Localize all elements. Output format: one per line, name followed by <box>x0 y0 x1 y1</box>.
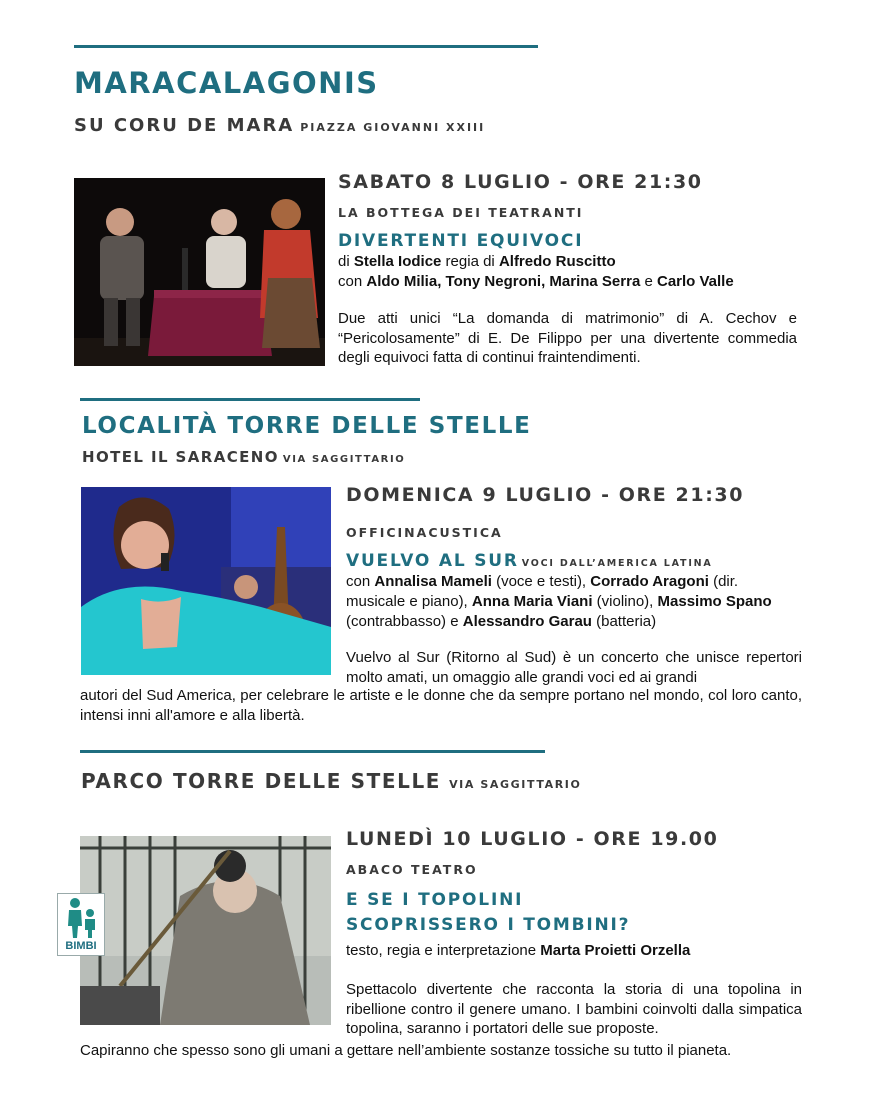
venue-line <box>82 447 405 466</box>
show-credits: testo, regia e interpretazione Marta Proietti Orzella <box>346 942 691 959</box>
theatre-photo-illustration <box>74 178 325 366</box>
venue-name: HOTEL IL SARACENO <box>82 448 279 466</box>
event-photo-theatre <box>74 178 325 366</box>
town-title: MARACALAGONIS <box>74 66 379 100</box>
show-title: DIVERTENTI EQUIVOCI <box>338 231 584 251</box>
location-title: LOCALITÀ TORRE DELLE STELLE <box>82 413 532 439</box>
show-title <box>346 551 713 571</box>
credits-line: di Stella Iodice regia di Alfredo Ruscitto <box>338 253 616 270</box>
show-description-continued: Capiranno che spesso sono gli umani a gettare nell’ambiente sostanze tossiche su tutto il pianeta. <box>80 1042 732 1059</box>
venue-line <box>74 115 485 136</box>
event-date: LUNEDÌ 10 LUGLIO - ORE 19.00 <box>346 828 719 850</box>
section-divider <box>74 45 538 48</box>
show-credits <box>338 252 808 292</box>
section-divider <box>80 750 545 753</box>
location-line <box>81 769 581 793</box>
event-photo-concert <box>81 487 331 675</box>
venue-address: PIAZZA GIOVANNI XXIII <box>300 121 486 134</box>
event-date: DOMENICA 9 LUGLIO - ORE 21:30 <box>346 484 745 506</box>
show-title-line: E SE I TOPOLINI <box>346 890 524 910</box>
show-description-continued: autori del Sud America, per celebrare le artiste e le donne che da sempre portano nel mondo, col loro canto, intensi inni all'amore e alla libertà. <box>80 687 802 724</box>
show-title-main: VUELVO AL SUR <box>346 551 519 571</box>
event-photo-children-show <box>80 836 331 1025</box>
show-subtitle: VOCI DALL’AMERICA LATINA <box>521 558 713 569</box>
company-name: OFFICINACUSTICA <box>346 525 503 540</box>
show-description: Due atti unici “La domanda di matrimonio” di A. Cechov e “Pericolosamente” di E. De Filippo per una divertente commedia degli equivoci fatta di continui fraintendimenti. <box>338 310 797 366</box>
credits-line: con Aldo Milia, Tony Negroni, Marina Serra e Carlo Valle <box>338 273 734 290</box>
company-name: ABACO TEATRO <box>346 862 478 877</box>
kids-badge <box>57 893 105 956</box>
concert-photo-illustration <box>81 487 331 675</box>
venue-name: SU CORU DE MARA <box>74 115 295 136</box>
kids-badge-label: BIMBI <box>65 940 97 952</box>
venue-address: VIA SAGGITTARIO <box>449 778 582 791</box>
show-description: Vuelvo al Sur (Ritorno al Sud) è un concerto che unisce repertori molto amati, un omaggio alle grandi voci ed ai grandi <box>346 649 802 686</box>
show-credits: con Annalisa Mameli (voce e testi), Corrado Aragoni (dir. musicale e piano), Anna Maria Viani (violino), Massimo Spano (contrabbasso) e Alessandro Garau (batteria) <box>346 573 772 630</box>
company-name: LA BOTTEGA DEI TEATRANTI <box>338 205 584 220</box>
show-description: Spettacolo divertente che racconta la storia di una topolina in ribellione contro il genere umano. I bambini coinvolti dalla simpatica topolina, saranno i portatori delle sue proposte. <box>346 981 802 1037</box>
event-date: SABATO 8 LUGLIO - ORE 21:30 <box>338 171 703 193</box>
section-divider <box>80 398 420 401</box>
show-title-line: SCOPRISSERO I TOMBINI? <box>346 915 631 935</box>
children-icon <box>58 896 104 940</box>
venue-address: VIA SAGGITTARIO <box>282 454 406 465</box>
location-title: PARCO TORRE DELLE STELLE <box>81 769 442 793</box>
show-title <box>346 888 630 938</box>
children-show-photo-illustration <box>80 836 331 1025</box>
